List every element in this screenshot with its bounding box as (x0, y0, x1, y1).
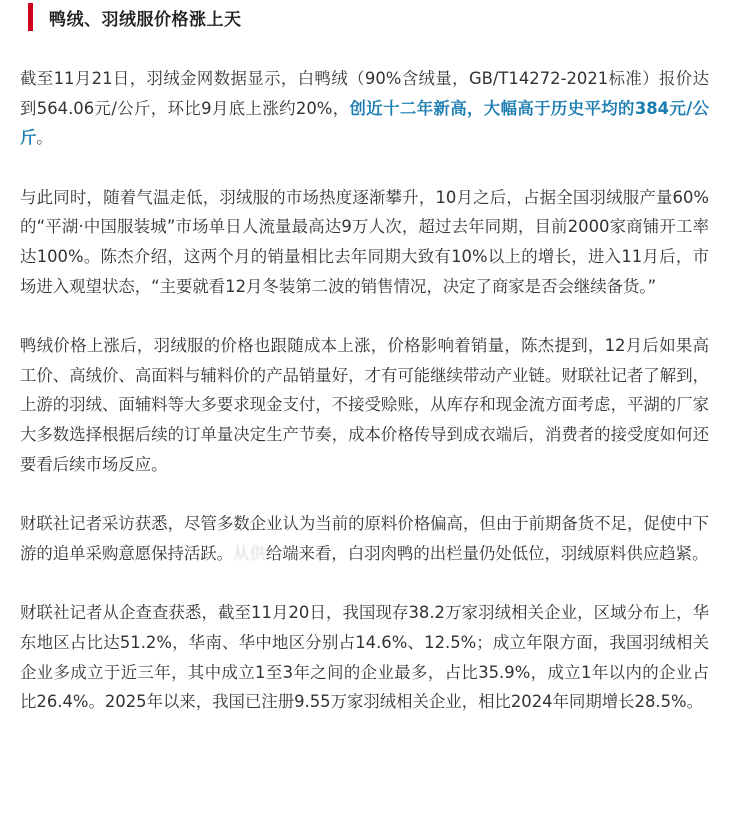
paragraph-enterprise-stats: 财联社记者从企查查获悉，截至11月20日，我国现存38.2万家羽绒相关企业，区域分布上，华东地区占比达51.2%，华南、华中地区分别占14.6%、12.5%；成立年限方面，我国羽绒相关企业多成立于近三年，其中成立1至3年之间的企业最多，占比35.9%，成立1年以内的企业占比26.4%。2025年以来，我国已注册9.55万家羽绒相关企业，相比2024年同期增长28.5%。 (20, 603, 709, 712)
paragraph-market-heat: 与此同时，随着气温走低，羽绒服的市场热度逐渐攀升，10月之后，占据全国羽绒服产量60%的“平湖·中国服装城”市场单日人流量最高达9万人次，超过去年同期，目前2000家商铺开工率达100%。陈杰介绍，这两个月的销量相比去年同期大致有10%以上的增长，进入11月后，市场进入观望状态，“主要就看12月冬装第二波的销售情况，决定了商家是否会继续备货。” (20, 187, 709, 296)
paragraph-price-report (20, 64, 709, 153)
paragraph-text: 财联社记者采访获悉，尽管多数企业认为当前的原料价格偏高，但由于前期备货不足，促使中下游的追单采购意愿保持活跃。 (20, 514, 709, 563)
paragraph-price-transmission: 鸭绒价格上涨后，羽绒服的价格也跟随成本上涨，价格影响着销量，陈杰提到，12月后如果高工价、高绒价、高面料与辅料价的产品销量好，才有可能继续带动产业链。财联社记者了解到，上游的羽绒、面辅料等大多要求现金支付，不接受赊账，从库存和现金流方面考虑，平湖的厂家大多数选择根据后续的订单量决定生产节奏，成本价格传导到成衣端后，消费者的接受度如何还要看后续市场反应。 (20, 336, 709, 474)
faded-text: 从供 (233, 543, 266, 563)
paragraph-supply (20, 509, 709, 568)
paragraph-text-end: 给端来看，白羽肉鸭的出栏量仍处低位，羽绒原料供应趋紧。 (265, 543, 709, 563)
section-heading (28, 0, 709, 34)
paragraph-text-end: 。 (36, 128, 53, 148)
highlighted-text: 创近十二年新高，大幅高于历史平均的384元/公斤 (20, 98, 710, 148)
paragraph-text: 截至11月21日，羽绒金网数据显示，白鸭绒（90%含绒量，GB/T14272-2021标准）报价达到564.06元/公斤，环比9月底上涨约20%， (20, 69, 709, 118)
heading-title: 鸭绒、羽绒服价格涨上天 (49, 9, 242, 30)
heading-accent-bar (28, 3, 33, 31)
